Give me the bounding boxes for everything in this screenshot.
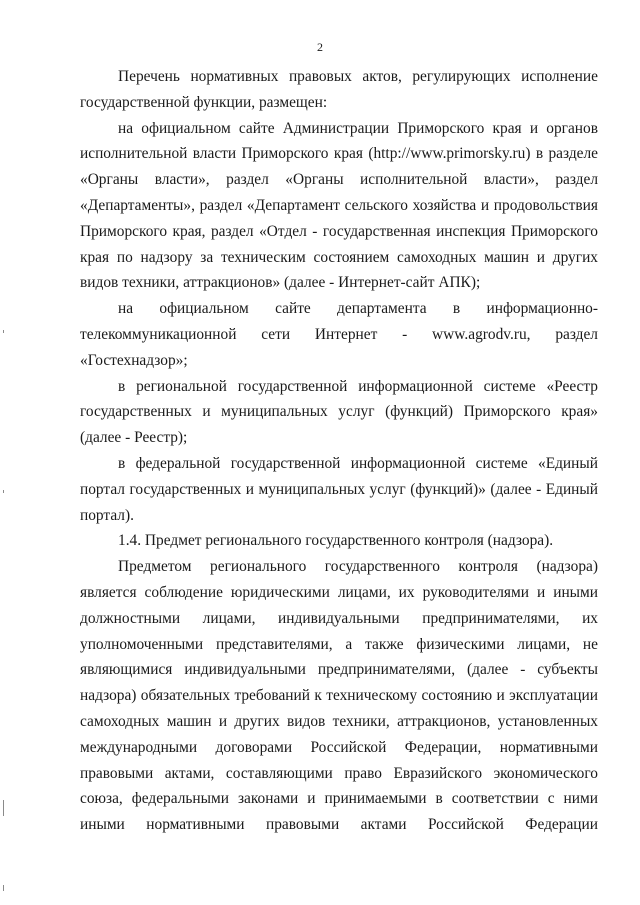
paragraph-federal-portal: в федеральной государственной информационной системе «Единый портал государственных и муниципальных услуг (функций)» (далее - Единый портал).: [80, 454, 598, 524]
paragraph-regional-registry: в региональной государственной информационной системе «Реестр государственных и муниципальных услуг (функций) Приморского края» (далее - Реестр);: [80, 377, 598, 447]
margin-mark: [3, 800, 4, 816]
section-heading-1-4: 1.4. Предмет регионального государственного контроля (надзора).: [118, 532, 554, 550]
margin-mark: [3, 490, 4, 493]
margin-mark: [3, 885, 4, 891]
page-number: 2: [317, 40, 323, 54]
document-body: [80, 64, 598, 838]
margin-mark: [3, 330, 4, 333]
paragraph-control-subject: Предметом регионального государственного контроля (надзора) является соблюдение юридическими лицами, их руководителями и иными должностными лицами, индивидуальными предпринимателями, их уполномоченными представителями, а также физическими лицами, не являющимися индивидуальными предпринимателями, (далее - субъекты надзора) обязательных требований к техническому состоянию и эксплуатации самоходных машин и других видов техники, аттракционов, установленных международными договорами Российской Федерации, нормативными правовыми актами, составляющими право Евразийского экономического союза, федеральными законами и принимаемыми в соответствии с ними иными нормативными правовыми актами Российской Федерации: [80, 558, 598, 834]
paragraph-npa-list-intro: Перечень нормативных правовых актов, регулирующих исполнение государственной функции, размещен:: [80, 68, 598, 111]
paragraph-agrodv-site: на официальном сайте департамента в информационно-телекоммуникационной сети Интернет - www.agrodv.ru, раздел «Гостехнадзор»;: [80, 300, 598, 369]
paragraph-primorsky-site: на официальном сайте Администрации Приморского края и органов исполнительной власти Приморского края (http://www.primorsky.ru) в разделе «Органы власти», раздел «Органы исполнительной власти», раздел «Департаменты», раздел «Департамент сельского хозяйства и продовольствия Приморского края, раздел «Отдел - государственная инспекция Приморского края по надзору за техническим состоянием самоходных машин и других видов техники, аттракционов» (далее - Интернет-сайт АПК);: [80, 119, 598, 292]
